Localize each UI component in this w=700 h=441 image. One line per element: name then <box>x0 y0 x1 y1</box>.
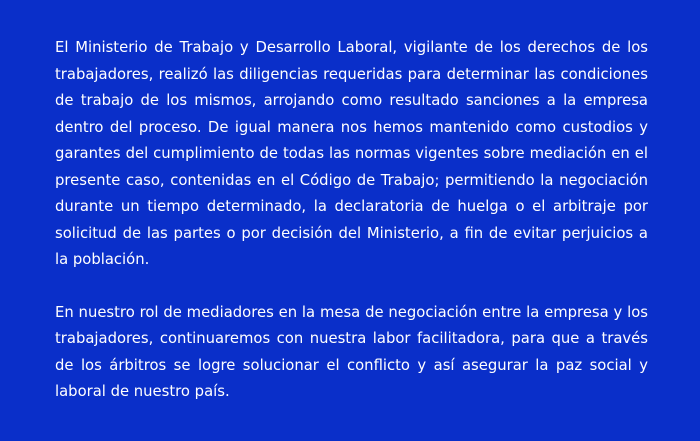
statement-paragraph-2: En nuestro rol de mediadores en la mesa de negociación entre la empresa y los trabajadores, continuaremos con nuestra labor facilitadora, para que a través de los árbitros se logre solucionar el conflicto y así asegurar la paz social y laboral de nuestro país. <box>55 303 648 400</box>
statement-paragraph-1: El Ministerio de Trabajo y Desarrollo Laboral, vigilante de los derechos de los trabajadores, realizó las diligencias requeridas para determinar las condiciones de trabajo de los mismos, arrojando como resultado sanciones a la empresa dentro del proceso. De igual manera nos hemos mantenido como custodios y garantes del cumplimiento de todas las normas vigentes sobre mediación en el presente caso, contenidas en el Código de Trabajo; permitiendo la negociación durante un tiempo determinado, la declaratoria de huelga o el arbitraje por solicitud de las partes o por decisión del Ministerio, a fin de evitar perjuicios a la población. <box>55 39 648 268</box>
